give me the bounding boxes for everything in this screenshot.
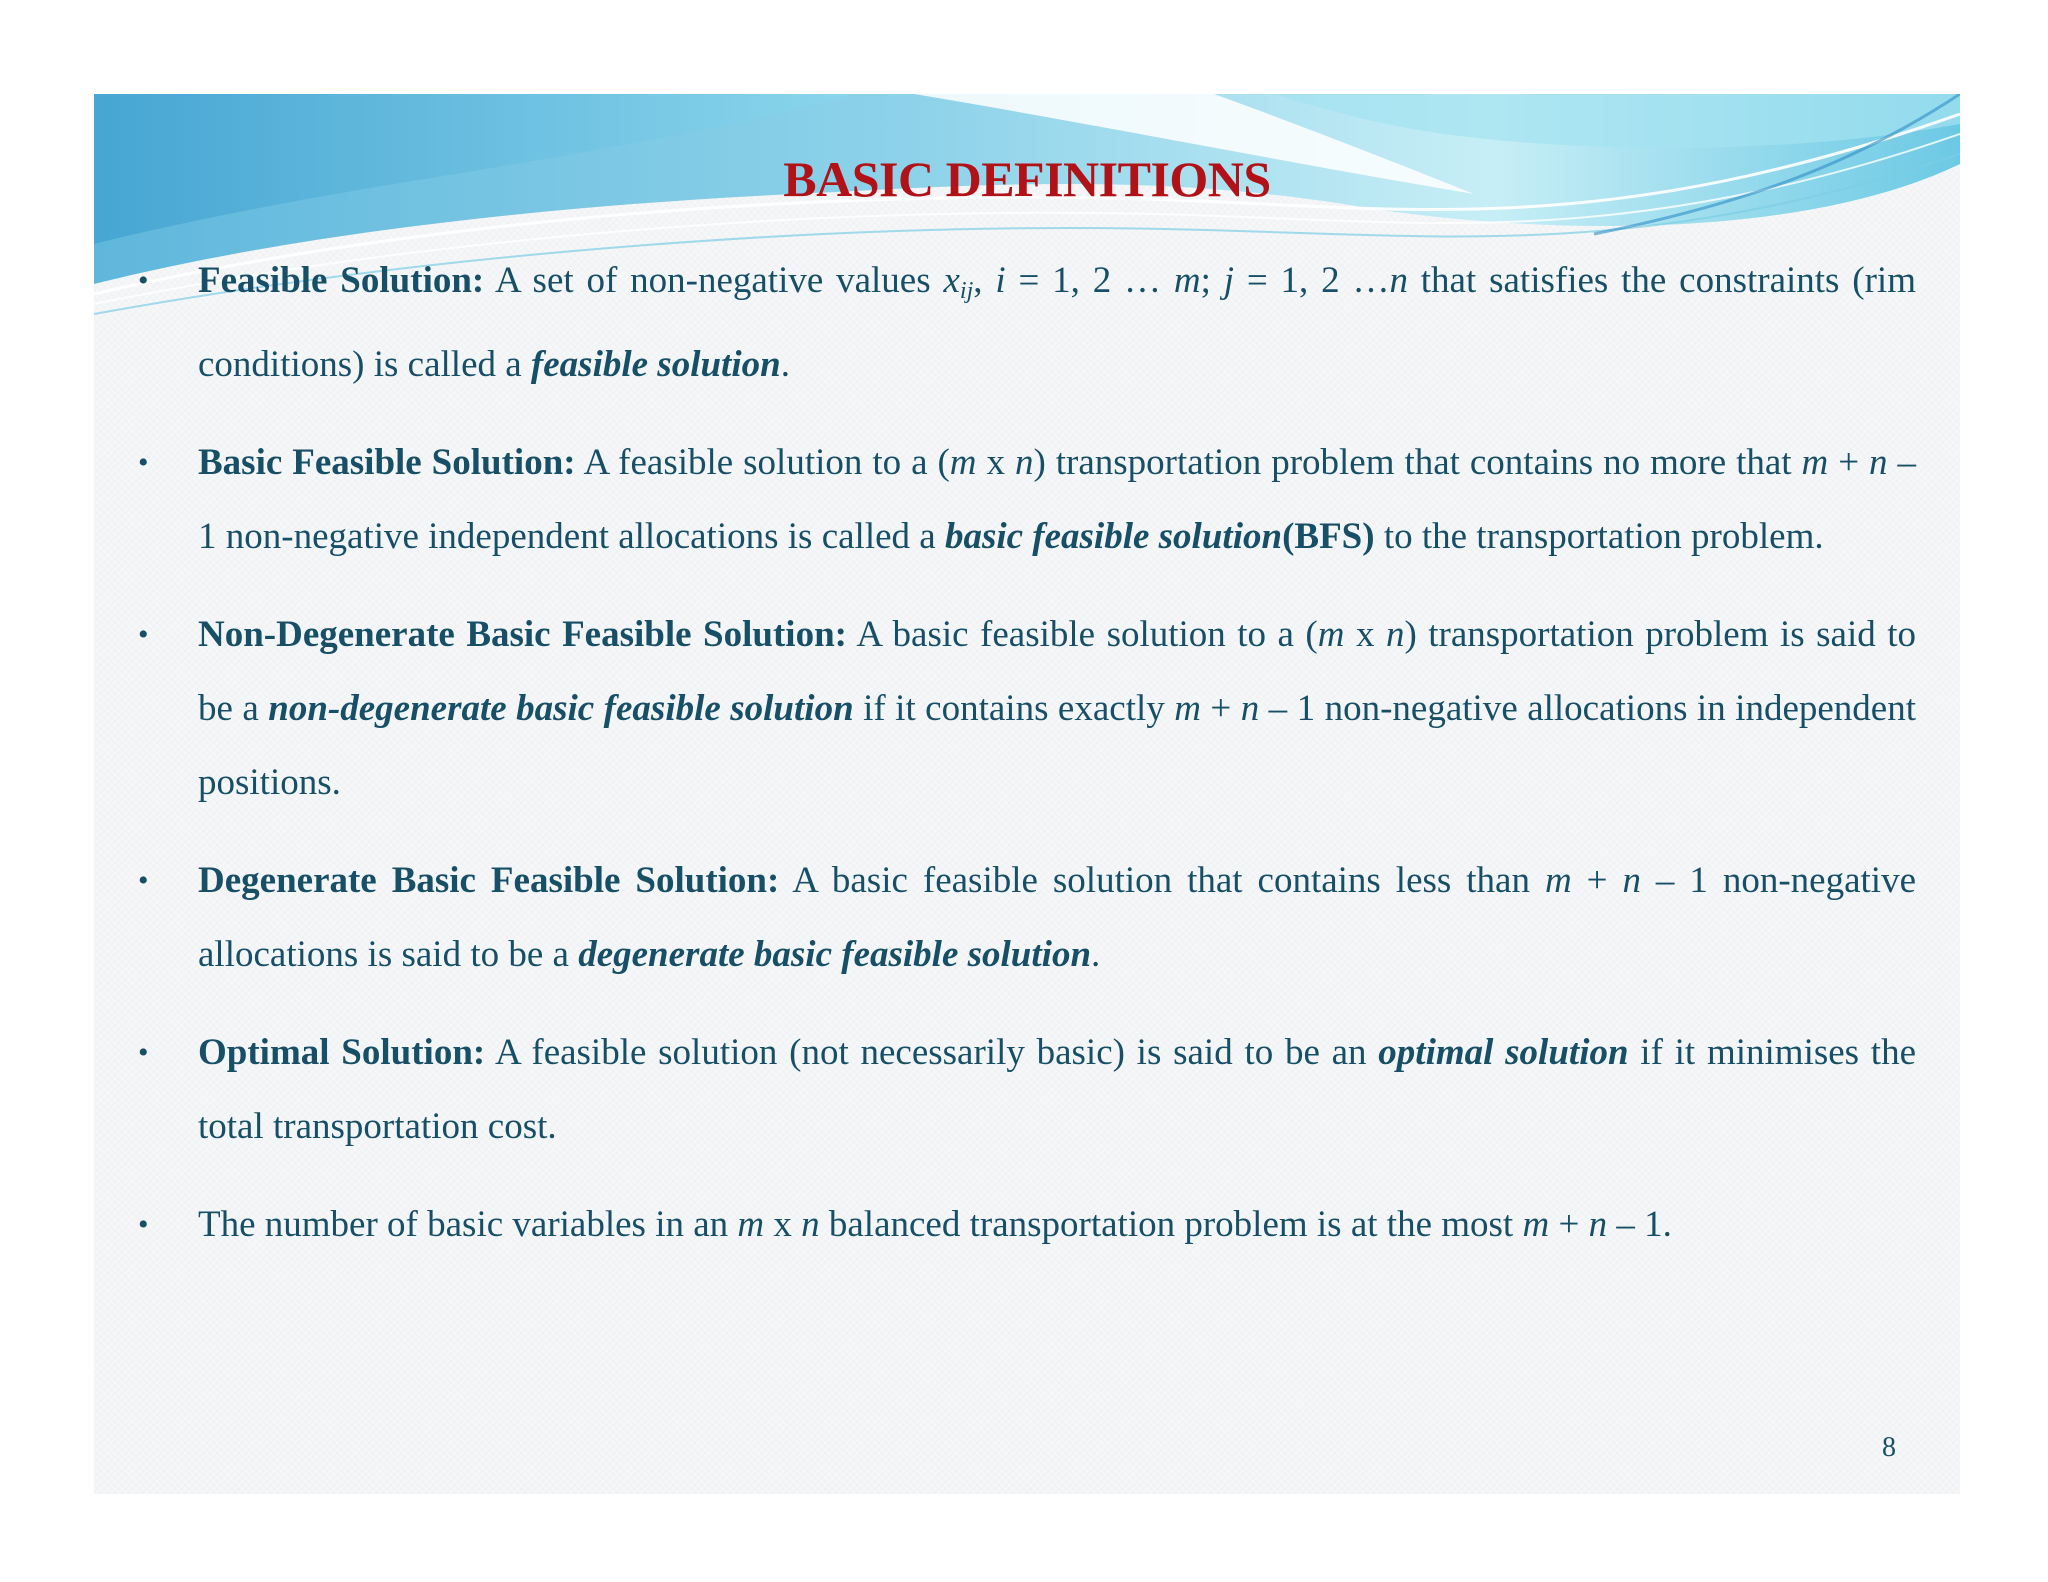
term-label: Non-Degenerate Basic Feasible Solution:: [198, 614, 847, 655]
term-label: Basic Feasible Solution:: [198, 442, 576, 483]
definition-degenerate-bfs: • Degenerate Basic Feasible Solution: A basic feasible solution that contains less than m + n – 1 non-negative allocations is said to be a degenerate basic feasible solution.: [138, 844, 1916, 992]
slide: [94, 94, 1960, 1494]
definition-basic-feasible-solution: • Basic Feasible Solution: A feasible solution to a (m x n) transportation problem that contains no more that m + n – 1 non-negative independent allocations is called a basic feasible solution(BFS) to the transportation problem.: [138, 426, 1916, 574]
definition-non-degenerate-bfs: • Non-Degenerate Basic Feasible Solution: A basic feasible solution to a (m x n) transportation problem is said to be a non-degenerate basic feasible solution if it contains exactly m + n – 1 non-negative allocations in independent positions.: [138, 598, 1916, 820]
term-label: Optimal Solution:: [198, 1032, 486, 1073]
emphasis-term: degenerate basic feasible solution: [578, 934, 1092, 975]
page-number: 8: [1882, 1432, 1896, 1463]
bullet-icon: •: [138, 618, 149, 651]
emphasis-term: feasible solution: [530, 344, 781, 385]
definitions-list: [138, 244, 1916, 1262]
bullet-icon: •: [138, 1208, 149, 1241]
basic-variables-note: • The number of basic variables in an m x n balanced transportation problem is at the most m + n – 1.: [138, 1188, 1916, 1262]
bullet-icon: •: [138, 264, 149, 297]
bullet-icon: •: [138, 1036, 149, 1069]
term-label: Feasible Solution:: [198, 260, 485, 301]
term-label: Degenerate Basic Feasible Solution:: [198, 860, 780, 901]
definition-optimal-solution: • Optimal Solution: A feasible solution (not necessarily basic) is said to be an optimal solution if it minimises the total transportation cost.: [138, 1016, 1916, 1164]
emphasis-term: optimal solution: [1378, 1032, 1629, 1073]
bullet-icon: •: [138, 446, 149, 479]
bullet-icon: •: [138, 864, 149, 897]
slide-title: BASIC DEFINITIONS: [783, 151, 1271, 207]
emphasis-term: non-degenerate basic feasible solution: [268, 688, 854, 729]
definition-feasible-solution: • Feasible Solution: A set of non-negative values $x_{ij}$, i = 1, 2 … m; j = 1, 2 …n that satisfies the constraints (rim conditions) is called a feasible solution.: [138, 244, 1916, 402]
emphasis-term: basic feasible solution: [944, 516, 1283, 557]
